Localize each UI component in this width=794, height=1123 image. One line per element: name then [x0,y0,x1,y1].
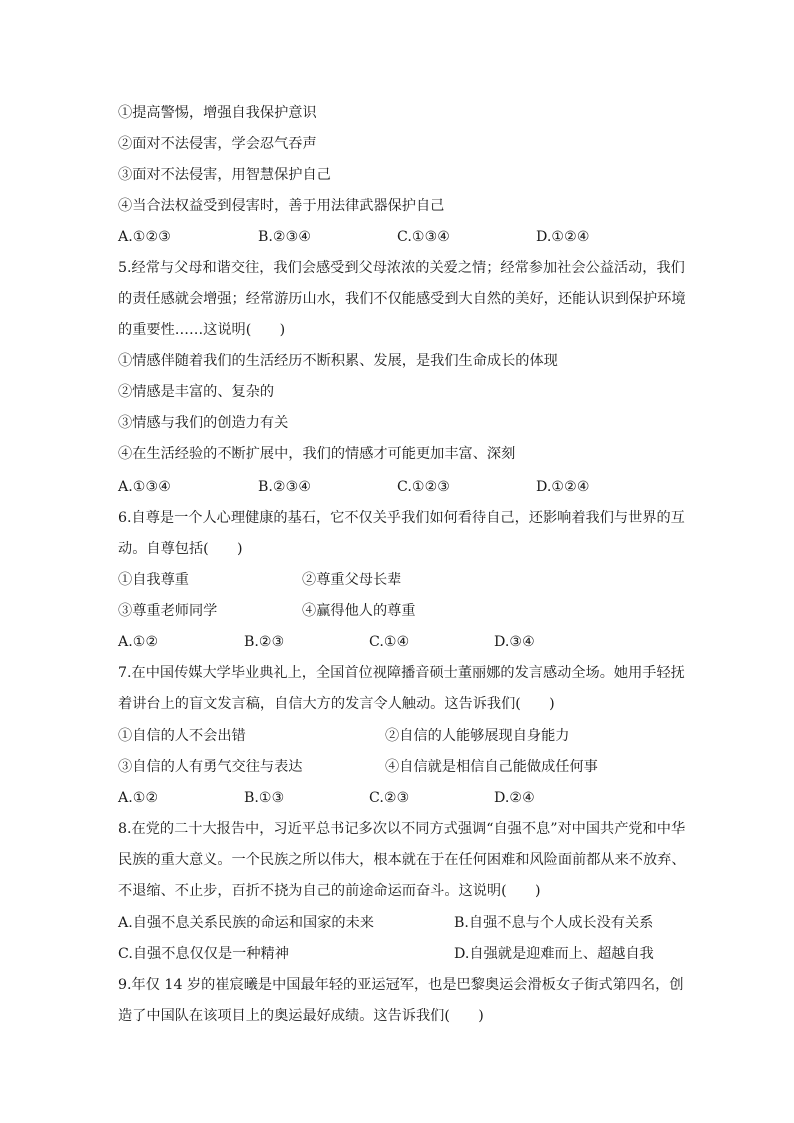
q6-statement-1: ①自我尊重 [118,572,189,588]
q4-statement-1: ①提高警惕，增强自我保护意识 [118,105,317,121]
q6-option-d: D.③④ [494,634,535,650]
q5-stem-line-1: 5.经常与父母和谐交往，我们会感受到父母浓浓的关爱之情；经常参加社会公益活动，我们 [118,260,685,276]
q5-statement-4: ④在生活经验的不断扩展中，我们的情感才可能更加丰富、深刻 [118,446,516,462]
q5-option-c: C.①②③ [397,479,451,495]
q7-statement-2: ②自信的人能够展现自身能力 [385,728,570,744]
q8-option-d: D.自强就是迎难而上、超越自我 [454,946,654,962]
q5-option-d: D.①②④ [536,479,590,495]
q7-option-d: D.②④ [494,790,535,806]
q4-option-c: C.①③④ [397,229,451,245]
q4-statement-2: ②面对不法侵害，学会忍气吞声 [118,136,317,152]
q6-option-b: B.②③ [244,634,285,650]
q8-stem-line-1: 8.在党的二十大报告中，习近平总书记多次以不同方式强调“自强不息”对中国共产党和中华 [118,821,686,837]
q4-option-a: A.①②③ [118,229,171,245]
q7-stem-line-1: 7.在中国传媒大学毕业典礼上，全国首位视障播音硕士董丽娜的发言感动全场。她用手轻抚 [118,665,685,681]
q5-statement-2: ②情感是丰富的、复杂的 [118,384,275,400]
q7-statement-3: ③自信的人有勇气交往与表达 [118,759,303,775]
q6-option-c: C.①④ [369,634,410,650]
q7-option-b: B.①③ [244,790,285,806]
q7-statement-1: ①自信的人不会出错 [118,728,246,744]
q9-stem-line-1: 9.年仅 14 岁的崔宸曦是中国最年轻的亚运冠军，也是巴黎奥运会滑板女子街式第四名，创 [118,977,684,993]
q6-stem-line-1: 6.自尊是一个人心理健康的基石，它不仅关乎我们如何看待自己，还影响着我们与世界的互 [118,510,685,526]
q5-stem-line-2: 的责任感就会增强；经常游历山水，我们不仅能感受到大自然的美好，还能认识到保护环境 [118,291,686,307]
q4-statement-4: ④当合法权益受到侵害时，善于用法律武器保护自己 [118,198,445,214]
q5-option-b: B.②③④ [258,479,312,495]
q8-stem-line-2: 民族的重大意义。一个民族之所以伟大，根本就在于在任何困难和风险面前都从来不放弃、 [118,852,686,868]
q4-option-d: D.①②④ [536,229,590,245]
q5-stem-line-3: 的重要性……这说明( ) [118,322,286,338]
q6-statement-4: ④赢得他人的尊重 [302,603,416,619]
q8-option-c: C.自强不息仅仅是一种精神 [118,946,289,962]
q6-option-a: A.①② [118,634,159,650]
q8-stem-line-3: 不退缩、不止步，百折不挠为自己的前途命运而奋斗。这说明( ) [118,883,541,899]
q5-statement-1: ①情感伴随着我们的生活经历不断积累、发展，是我们生命成长的体现 [118,353,558,369]
q5-statement-3: ③情感与我们的创造力有关 [118,415,289,431]
q6-statement-3: ③尊重老师同学 [118,603,218,619]
q7-option-a: A.①② [118,790,159,806]
q8-option-b: B.自强不息与个人成长没有关系 [454,915,654,931]
q5-option-a: A.①③④ [118,479,171,495]
q7-stem-line-2: 着讲台上的盲文发言稿，自信大方的发言令人触动。这告诉我们( ) [118,696,555,712]
q6-stem-line-2: 动。自尊包括( ) [118,541,243,557]
q6-statement-2: ②尊重父母长辈 [302,572,402,588]
q7-statement-4: ④自信就是相信自己能做成任何事 [385,759,598,775]
q4-option-b: B.②③④ [258,229,312,245]
q4-statement-3: ③面对不法侵害，用智慧保护自己 [118,167,331,183]
q8-option-a: A.自强不息关系民族的命运和国家的未来 [118,915,374,931]
q9-stem-line-2: 造了中国队在该项目上的奥运最好成绩。这告诉我们( ) [118,1008,484,1024]
q7-option-c: C.②③ [369,790,410,806]
